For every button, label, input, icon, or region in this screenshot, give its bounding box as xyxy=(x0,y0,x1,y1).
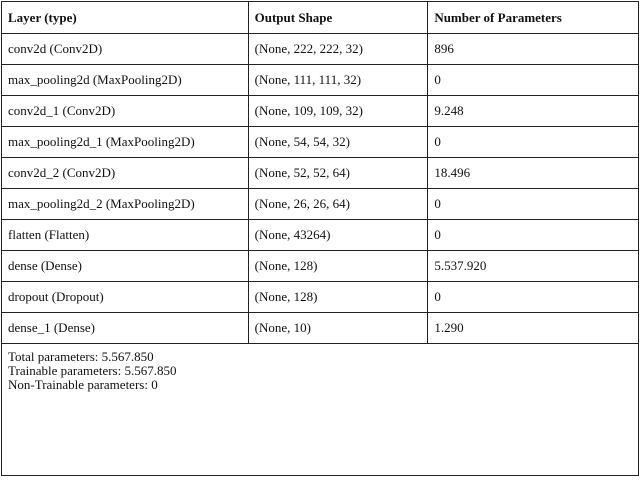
layer-cell: flatten (Flatten) xyxy=(2,220,249,251)
output-shape-cell: (None, 10) xyxy=(248,313,428,344)
table-row xyxy=(2,96,639,127)
header-output-shape: Output Shape xyxy=(248,2,428,34)
output-shape-cell: (None, 109, 109, 32) xyxy=(248,96,428,127)
output-shape-cell: (None, 26, 26, 64) xyxy=(248,189,428,220)
table-row xyxy=(2,158,639,189)
table-row xyxy=(2,34,639,65)
output-shape-cell: (None, 128) xyxy=(248,282,428,313)
summary-row xyxy=(2,344,639,476)
layer-cell: conv2d_2 (Conv2D) xyxy=(2,158,249,189)
output-shape-cell: (None, 54, 54, 32) xyxy=(248,127,428,158)
table-row xyxy=(2,65,639,96)
table-row xyxy=(2,127,639,158)
layer-cell: dense (Dense) xyxy=(2,251,249,282)
params-cell: 0 xyxy=(428,282,639,313)
table-row xyxy=(2,313,639,344)
params-cell: 0 xyxy=(428,189,639,220)
table-row xyxy=(2,220,639,251)
layer-cell: conv2d (Conv2D) xyxy=(2,34,249,65)
params-cell: 0 xyxy=(428,127,639,158)
header-layer: Layer (type) xyxy=(2,2,249,34)
output-shape-cell: (None, 222, 222, 32) xyxy=(248,34,428,65)
layer-cell: max_pooling2d_2 (MaxPooling2D) xyxy=(2,189,249,220)
summary-cell xyxy=(2,344,639,476)
table-row xyxy=(2,251,639,282)
params-cell: 0 xyxy=(428,65,639,96)
layer-cell: dropout (Dropout) xyxy=(2,282,249,313)
layer-cell: conv2d_1 (Conv2D) xyxy=(2,96,249,127)
table-row xyxy=(2,282,639,313)
output-shape-cell: (None, 128) xyxy=(248,251,428,282)
layer-cell: max_pooling2d (MaxPooling2D) xyxy=(2,65,249,96)
output-shape-cell: (None, 52, 52, 64) xyxy=(248,158,428,189)
params-cell: 896 xyxy=(428,34,639,65)
params-cell: 0 xyxy=(428,220,639,251)
output-shape-cell: (None, 111, 111, 32) xyxy=(248,65,428,96)
params-cell: 1.290 xyxy=(428,313,639,344)
output-shape-cell: (None, 43264) xyxy=(248,220,428,251)
layer-cell: dense_1 (Dense) xyxy=(2,313,249,344)
trainable-params: Trainable parameters: 5.567.850 xyxy=(8,363,177,378)
layer-cell: max_pooling2d_1 (MaxPooling2D) xyxy=(2,127,249,158)
params-cell: 5.537.920 xyxy=(428,251,639,282)
total-params: Total parameters: 5.567.850 xyxy=(8,349,154,364)
model-summary-table xyxy=(1,1,639,476)
table-row xyxy=(2,189,639,220)
header-params: Number of Parameters xyxy=(428,2,639,34)
non-trainable-params: Non-Trainable parameters: 0 xyxy=(8,377,158,392)
params-cell: 9.248 xyxy=(428,96,639,127)
header-row xyxy=(2,2,639,34)
params-cell: 18.496 xyxy=(428,158,639,189)
